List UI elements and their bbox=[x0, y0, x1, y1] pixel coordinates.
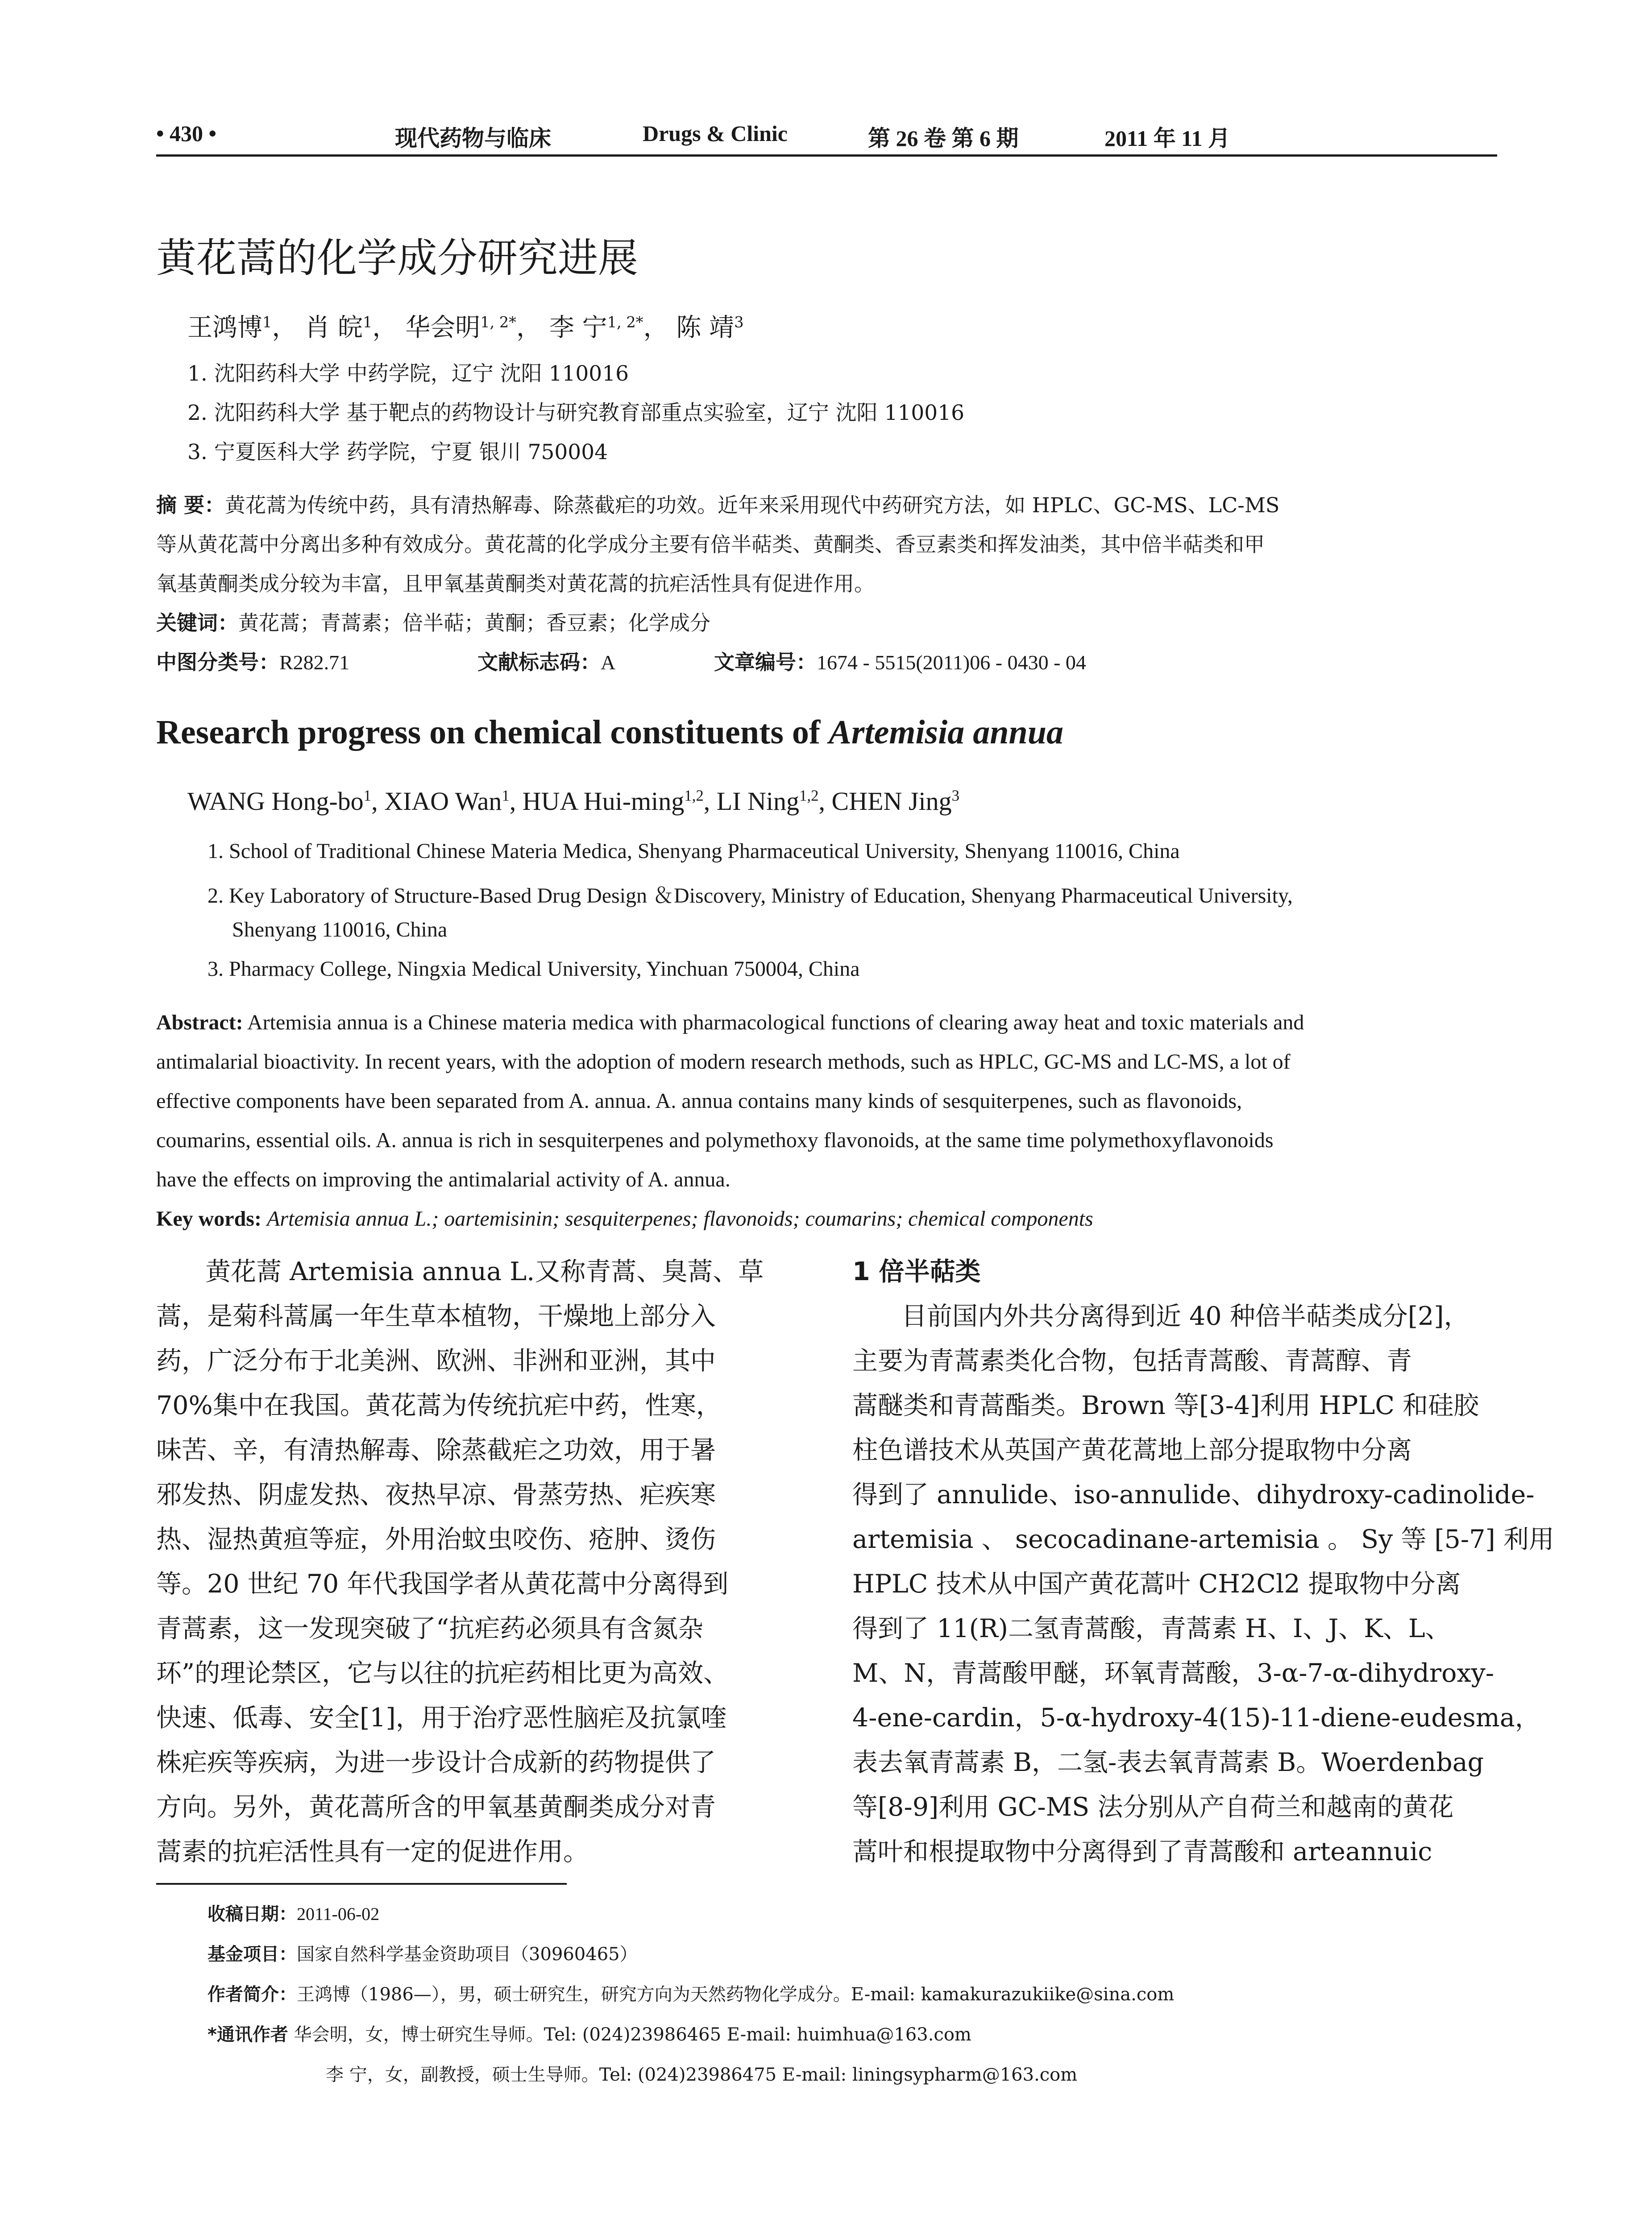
keywords-en: Artemisia annua L.; oartemisinin; sesquiterpenes; flavonoids; coumarins; chemical components bbox=[266, 1207, 1093, 1231]
keywords-cn: 黄花蒿；青蒿素；倍半萜；黄酮；香豆素；化学成分 bbox=[238, 611, 710, 635]
abstract-label-en: Abstract: bbox=[156, 1011, 243, 1034]
clc-code: R282.71 bbox=[279, 651, 350, 674]
doc-code: A bbox=[601, 651, 616, 674]
affiliation-en: 2. Key Laboratory of Structure-Based Drug Design ＆Discovery, Ministry of Education, Shenyang Pharmaceutical University, bbox=[208, 884, 1293, 908]
footnote-received: 收稿日期：2011-06-02 bbox=[208, 1904, 380, 1924]
affiliation-cn: 1. 沈阳药科大学 中药学院，辽宁 沈阳 110016 bbox=[187, 361, 629, 386]
affiliation-en: 1. School of Traditional Chinese Materia Medica, Shenyang Pharmaceutical University, Shenyang 110016, China bbox=[208, 839, 1180, 863]
keywords-label-en: Key words: bbox=[156, 1207, 261, 1231]
abstract-line: 黄花蒿为传统中药，具有清热解毒、除蒸截疟的功效。近年来采用现代中药研究方法，如 HPLC、GC-MS、LC-MS bbox=[225, 493, 1280, 517]
journal-name-cn: 现代药物与临床 bbox=[395, 125, 551, 151]
abstract-cn bbox=[156, 485, 1486, 682]
affiliation-cn: 2. 沈阳药科大学 基于靶点的药物设计与研究教育部重点实验室，辽宁 沈阳 110016 bbox=[187, 401, 965, 425]
abstract-en: Abstract: Artemisia annua is a Chinese materia medica with pharmacological functions of clearing away heat and toxic materials and antimalarial bioactivity. In recent years, with the adoption of modern research methods, such as HPLC, GC-MS and LC-MS, a lot of effective components have been separated from A. annua. A. annua contains many kinds of sesquiterpenes, such as flavonoids, coumarins, essential oils. A. annua is rich in sesquiterpenes and polymethoxy flavonoids, at the same time polymethoxyflavonoids have the effects on improving the antimalarial activity of A. annua. Key words: Artemisia annua L.; oartemisinin; sesquiterpenes; flavonoids; coumarins; chemical components bbox=[156, 1011, 1304, 1231]
authors-en: WANG Hong-$bo^1$, XIAO Wan$^1$, HUA Hui-ming$^{1,2}$, LI Ning$^{1,2}$, CHEN Jing$^3$ bbox=[187, 787, 959, 816]
author: 李 宁 bbox=[549, 313, 607, 342]
abstract-line: 等从黄花蒿中分离出多种有效成分。黄花蒿的化学成分主要有倍半萜类、黄酮类、香豆素类和挥发油类，其中倍半萜类和甲 bbox=[156, 532, 1265, 556]
article-no-label: 文章编号： bbox=[714, 650, 817, 674]
keywords-label-cn: 关键词： bbox=[156, 611, 238, 635]
affiliation-en: Shenyang 110016, China bbox=[232, 918, 448, 941]
title-en: Research progress on chemical constituents of Artemisia annua bbox=[156, 713, 1064, 751]
header-rule bbox=[156, 154, 1497, 157]
author: 王鸿博 bbox=[187, 313, 262, 342]
abstract-line: 氧基黄酮类成分较为丰富，且甲氧基黄酮类对黄花蒿的抗疟活性具有促进作用。 bbox=[156, 572, 875, 596]
issue-date: 2011 年 11 月 bbox=[1104, 126, 1230, 151]
footnote-rule bbox=[156, 1883, 567, 1885]
article-no: 1674 - 5515(2011)06 - 0430 - 04 bbox=[817, 651, 1086, 674]
clc-label: 中图分类号： bbox=[156, 650, 279, 674]
body-left-column: 黄花蒿 Artemisia annua L.又称青蒿、臭蒿、草 蒿，是菊科蒿属一年生草本植物，干燥地上部分入 药，广泛分布于北美洲、欧洲、非洲和亚洲，其中 70%集中在我国。黄花蒿为传统抗疟中药，性寒， 味苦、辛，有清热解毒、除蒸截疟之功效，用于暑 邪发热、阴虚发热、夜热早凉、骨蒸劳热、疟疾寒 热、湿热黄疸等症，外用治蚊虫咬伤、疮肿、烫伤 等。20 世纪 70 年代我国学者从黄花蒿中分离得到 青蒿素，这一发现突破了“抗疟药必须具有含氮杂 环”的理论禁区，它与以往的抗疟药相比更为高效、 快速、低毒、安全[1]，用于治疗恶性脑疟及抗氯喹 株疟疾等疾病，为进一步设计合成新的药物提供了 方向。另外，黄花蒿所含的甲氧基黄酮类成分对青 蒿素的抗疟活性具有一定的促进作用。 bbox=[156, 1257, 764, 1866]
running-header bbox=[156, 115, 1495, 155]
affiliation-cn: 3. 宁夏医科大学 药学院，宁夏 银川 750004 bbox=[187, 440, 608, 464]
title-cn: 黄花蒿的化学成分研究进展 bbox=[156, 235, 638, 282]
footnote-bio: 作者简介：王鸿博（1986—），男，硕士研究生，研究方向为天然药物化学成分。E-mail: kamakurazukiike@sina.com bbox=[208, 1984, 1175, 2005]
footnote-corresponding-2: 李 宁，女，副教授，硕士生导师。Tel: (024)23986475 E-mail: liningsypharm@163.com bbox=[326, 2065, 1078, 2085]
author: 陈 靖 bbox=[676, 313, 735, 342]
author: 肖 皖 bbox=[305, 313, 363, 342]
authors-cn: 王鸿博$^1$， 肖 皖$^1$， 华会明$^{1, 2*}$， 李 宁$^{1, 2*}$， 陈 靖$^3$ bbox=[187, 313, 744, 342]
footnote-fund: 基金项目：国家自然科学基金资助项目（30960465） bbox=[208, 1944, 638, 1965]
author: 华会明 bbox=[405, 313, 481, 342]
footnote-corresponding: *通讯作者 华会明，女，博士研究生导师。Tel: (024)23986465 E-mail: huimhua@163.com bbox=[208, 2024, 971, 2045]
journal-name-en: Drugs & Clinic bbox=[643, 121, 788, 146]
abstract-label-cn: 摘 要： bbox=[156, 493, 225, 517]
volume-issue: 第 26 卷 第 6 期 bbox=[868, 126, 1019, 151]
page-number: • 430 • bbox=[156, 121, 217, 146]
classification-line bbox=[156, 643, 1486, 682]
section-heading: 1 倍半萜类 bbox=[852, 1257, 981, 1286]
doc-code-label: 文献标志码： bbox=[477, 650, 601, 674]
affiliation-en: 3. Pharmacy College, Ningxia Medical University, Yinchuan 750004, China bbox=[208, 957, 860, 981]
body-right-column: 1 倍半萜类 目前国内外共分离得到近 40 种倍半萜类成分[2]， 主要为青蒿素类化合物，包括青蒿酸、青蒿醇、青 蒿醚类和青蒿酯类。Brown 等[3-4]利用 HPLC 和硅胶 柱色谱技术从英国产黄花蒿地上部分提取物中分离 得到了 annulide、iso-annulide、dihydroxy-cadinolide- artemisia 、 secocadinane-artemisia 。 Sy 等 [5-7] 利用 HPLC 技术从中国产黄花蒿叶 CH2Cl2 提取物中分离 得到了 11(R)二氢青蒿酸，青蒿素 H、I、J、K、L、 M、N，青蒿酸甲醚，环氧青蒿酸，3-α-7-α-dihydroxy- 4-ene-cardin，5-α-hydroxy-4(15)-11-diene-eudesma， 表去氧青蒿素 B，二氢-表去氧青蒿素 B。Woerdenbag 等[8-9]利用 GC-MS 法分别从产自荷兰和越南的黄花 蒿叶和根提取物中分离得到了青蒿酸和 arteannuic bbox=[852, 1249, 1495, 1874]
